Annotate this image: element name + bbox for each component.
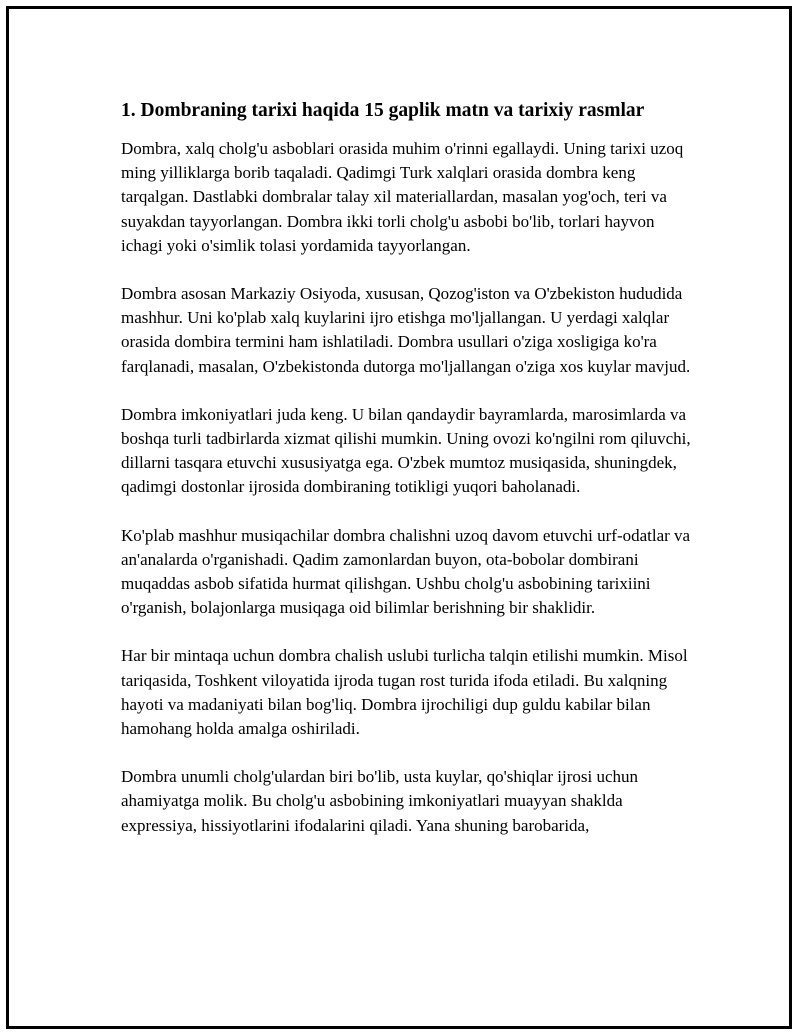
document-content xyxy=(121,97,696,862)
paragraph-3: Dombra imkoniyatlari juda keng. U bilan qandaydir bayramlarda, marosimlarda va boshqa turli tadbirlarda xizmat qilishi mumkin. Uning ovozi ko'ngilni rom qiluvchi, dillarni tasqara etuvchi xususiyatga ega. O'zbek mumtoz musiqasida, shuningdek, qadimgi dostonlar ijrosida dombiraning totikligi yuqori baholanadi. xyxy=(121,404,691,497)
paragraph-4: Ko'plab mashhur musiqachilar dombra chalishni uzoq davom etuvchi urf-odatlar va an'analarda o'rganishadi. Qadim zamonlardan buyon, ota-bobolar dombirani muqaddas asbob sifatida hurmat qilishgan. Ushbu cholg'u asbobining tarixiini o'rganish, bolajonlarga musiqaga oid bilimlar berishning bir shaklidir. xyxy=(121,525,691,618)
paragraph-5: Har bir mintaqa uchun dombra chalish uslubi turlicha talqin etilishi mumkin. Misol tariqasida, Toshkent viloyatida ijroda tugan rost turida ifoda etiladi. Bu xalqning hayoti va madaniyati bilan bog'liq. Dombra ijrochiligi dup guldu kabilar bilan hamohang holda amalga oshiriladi. xyxy=(121,646,688,739)
document-title: 1. Dombraning tarixi haqida 15 gaplik matn va tarixiy rasmlar xyxy=(121,100,645,121)
page-frame xyxy=(6,6,792,1029)
paragraph-1: Dombra, xalq cholg'u asboblari orasida muhim o'rinni egallaydi. Uning tarixi uzoq ming yilliklarga borib taqaladi. Qadimgi Turk xalqlari orasida dombra keng tarqalgan. Dastlabki dombralar talay xil materiallardan, masalan yog'och, teri va suyakdan tayyorlangan. Dombra ikki torli cholg'u asbobi bo'lib, torlari hayvon ichagi yoki o'simlik tolasi yordamida tayyorlangan. xyxy=(121,139,684,255)
paragraph-6: Dombra unumli cholg'ulardan biri bo'lib, usta kuylar, qo'shiqlar ijrosi uchun ahamiyatga molik. Bu cholg'u asbobining imkoniyatlari muayyan shaklda expressiya, hissiyotlarini ifodalarini qiladi. Yana shuning barobarida, xyxy=(121,767,639,835)
paragraph-2: Dombra asosan Markaziy Osiyoda, xususan, Qozog'iston va O'zbekiston hududida mashhur. Uni ko'plab xalq kuylarini ijro etishga mo'ljallangan. U yerdagi xalqlar orasida dombira termini ham ishlatiladi. Dombra usullari o'ziga xosligiga ko'ra farqlanadi, masalan, O'zbekistonda dutorga mo'ljallangan o'ziga xos kuylar mavjud. xyxy=(121,284,691,376)
